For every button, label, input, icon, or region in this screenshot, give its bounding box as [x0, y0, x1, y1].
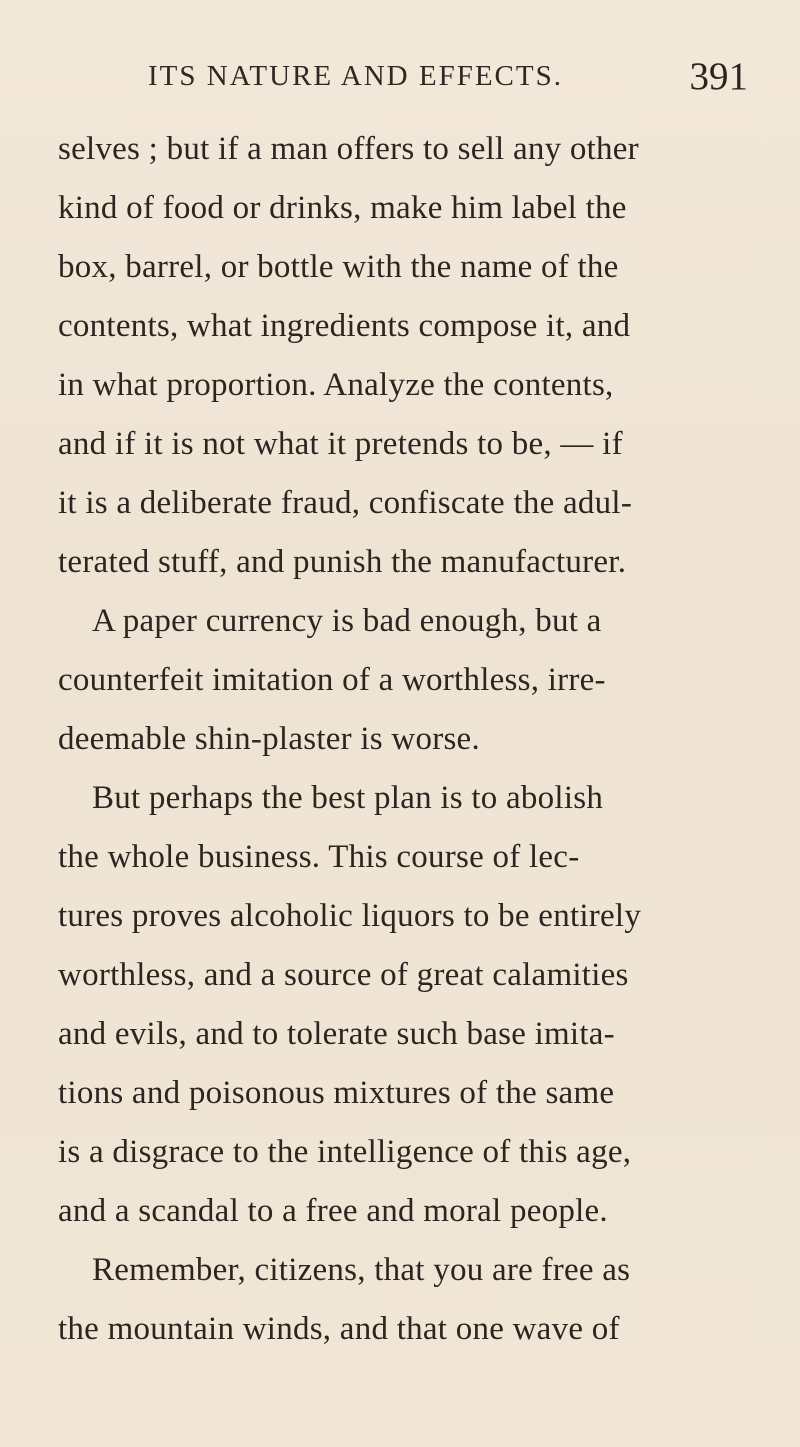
text-line-9: A paper currency is bad enough, but a: [92, 603, 602, 639]
text-line-2: kind of food or drinks, make him label the: [58, 190, 627, 226]
text-line-10: counterfeit imitation of a worthless, irre-: [58, 662, 606, 698]
text-line-15: worthless, and a source of great calamities: [58, 957, 629, 993]
text-line-4: contents, what ingredients compose it, and: [58, 308, 631, 344]
text-line-7: it is a deliberate fraud, confiscate the adul-: [58, 485, 633, 521]
text-line-14: tures proves alcoholic liquors to be entirely: [58, 898, 642, 934]
running-head: [58, 55, 748, 100]
text-line-20: Remember, citizens, that you are free as: [92, 1252, 631, 1288]
text-line-3: box, barrel, or bottle with the name of the: [58, 249, 619, 285]
text-line-17: tions and poisonous mixtures of the same: [58, 1075, 615, 1111]
text-line-8: terated stuff, and punish the manufacturer.: [58, 544, 627, 580]
text-line-5: in what proportion. Analyze the contents,: [58, 367, 614, 403]
text-line-6: and if it is not what it pretends to be, — if: [58, 426, 623, 462]
text-line-11: deemable shin-plaster is worse.: [58, 721, 480, 757]
body-text: [58, 120, 748, 1359]
text-line-12: But perhaps the best plan is to abolish: [92, 780, 604, 816]
text-line-21: the mountain winds, and that one wave of: [58, 1311, 620, 1347]
text-line-18: is a disgrace to the intelligence of this age,: [58, 1134, 632, 1170]
text-line-16: and evils, and to tolerate such base imita-: [58, 1016, 615, 1052]
text-line-13: the whole business. This course of lec-: [58, 839, 580, 875]
text-line-1: selves ; but if a man offers to sell any other: [58, 131, 639, 167]
page-number: 391: [689, 55, 748, 98]
running-title: ITS NATURE AND EFFECTS.: [148, 60, 563, 92]
text-line-19: and a scandal to a free and moral people.: [58, 1193, 608, 1229]
